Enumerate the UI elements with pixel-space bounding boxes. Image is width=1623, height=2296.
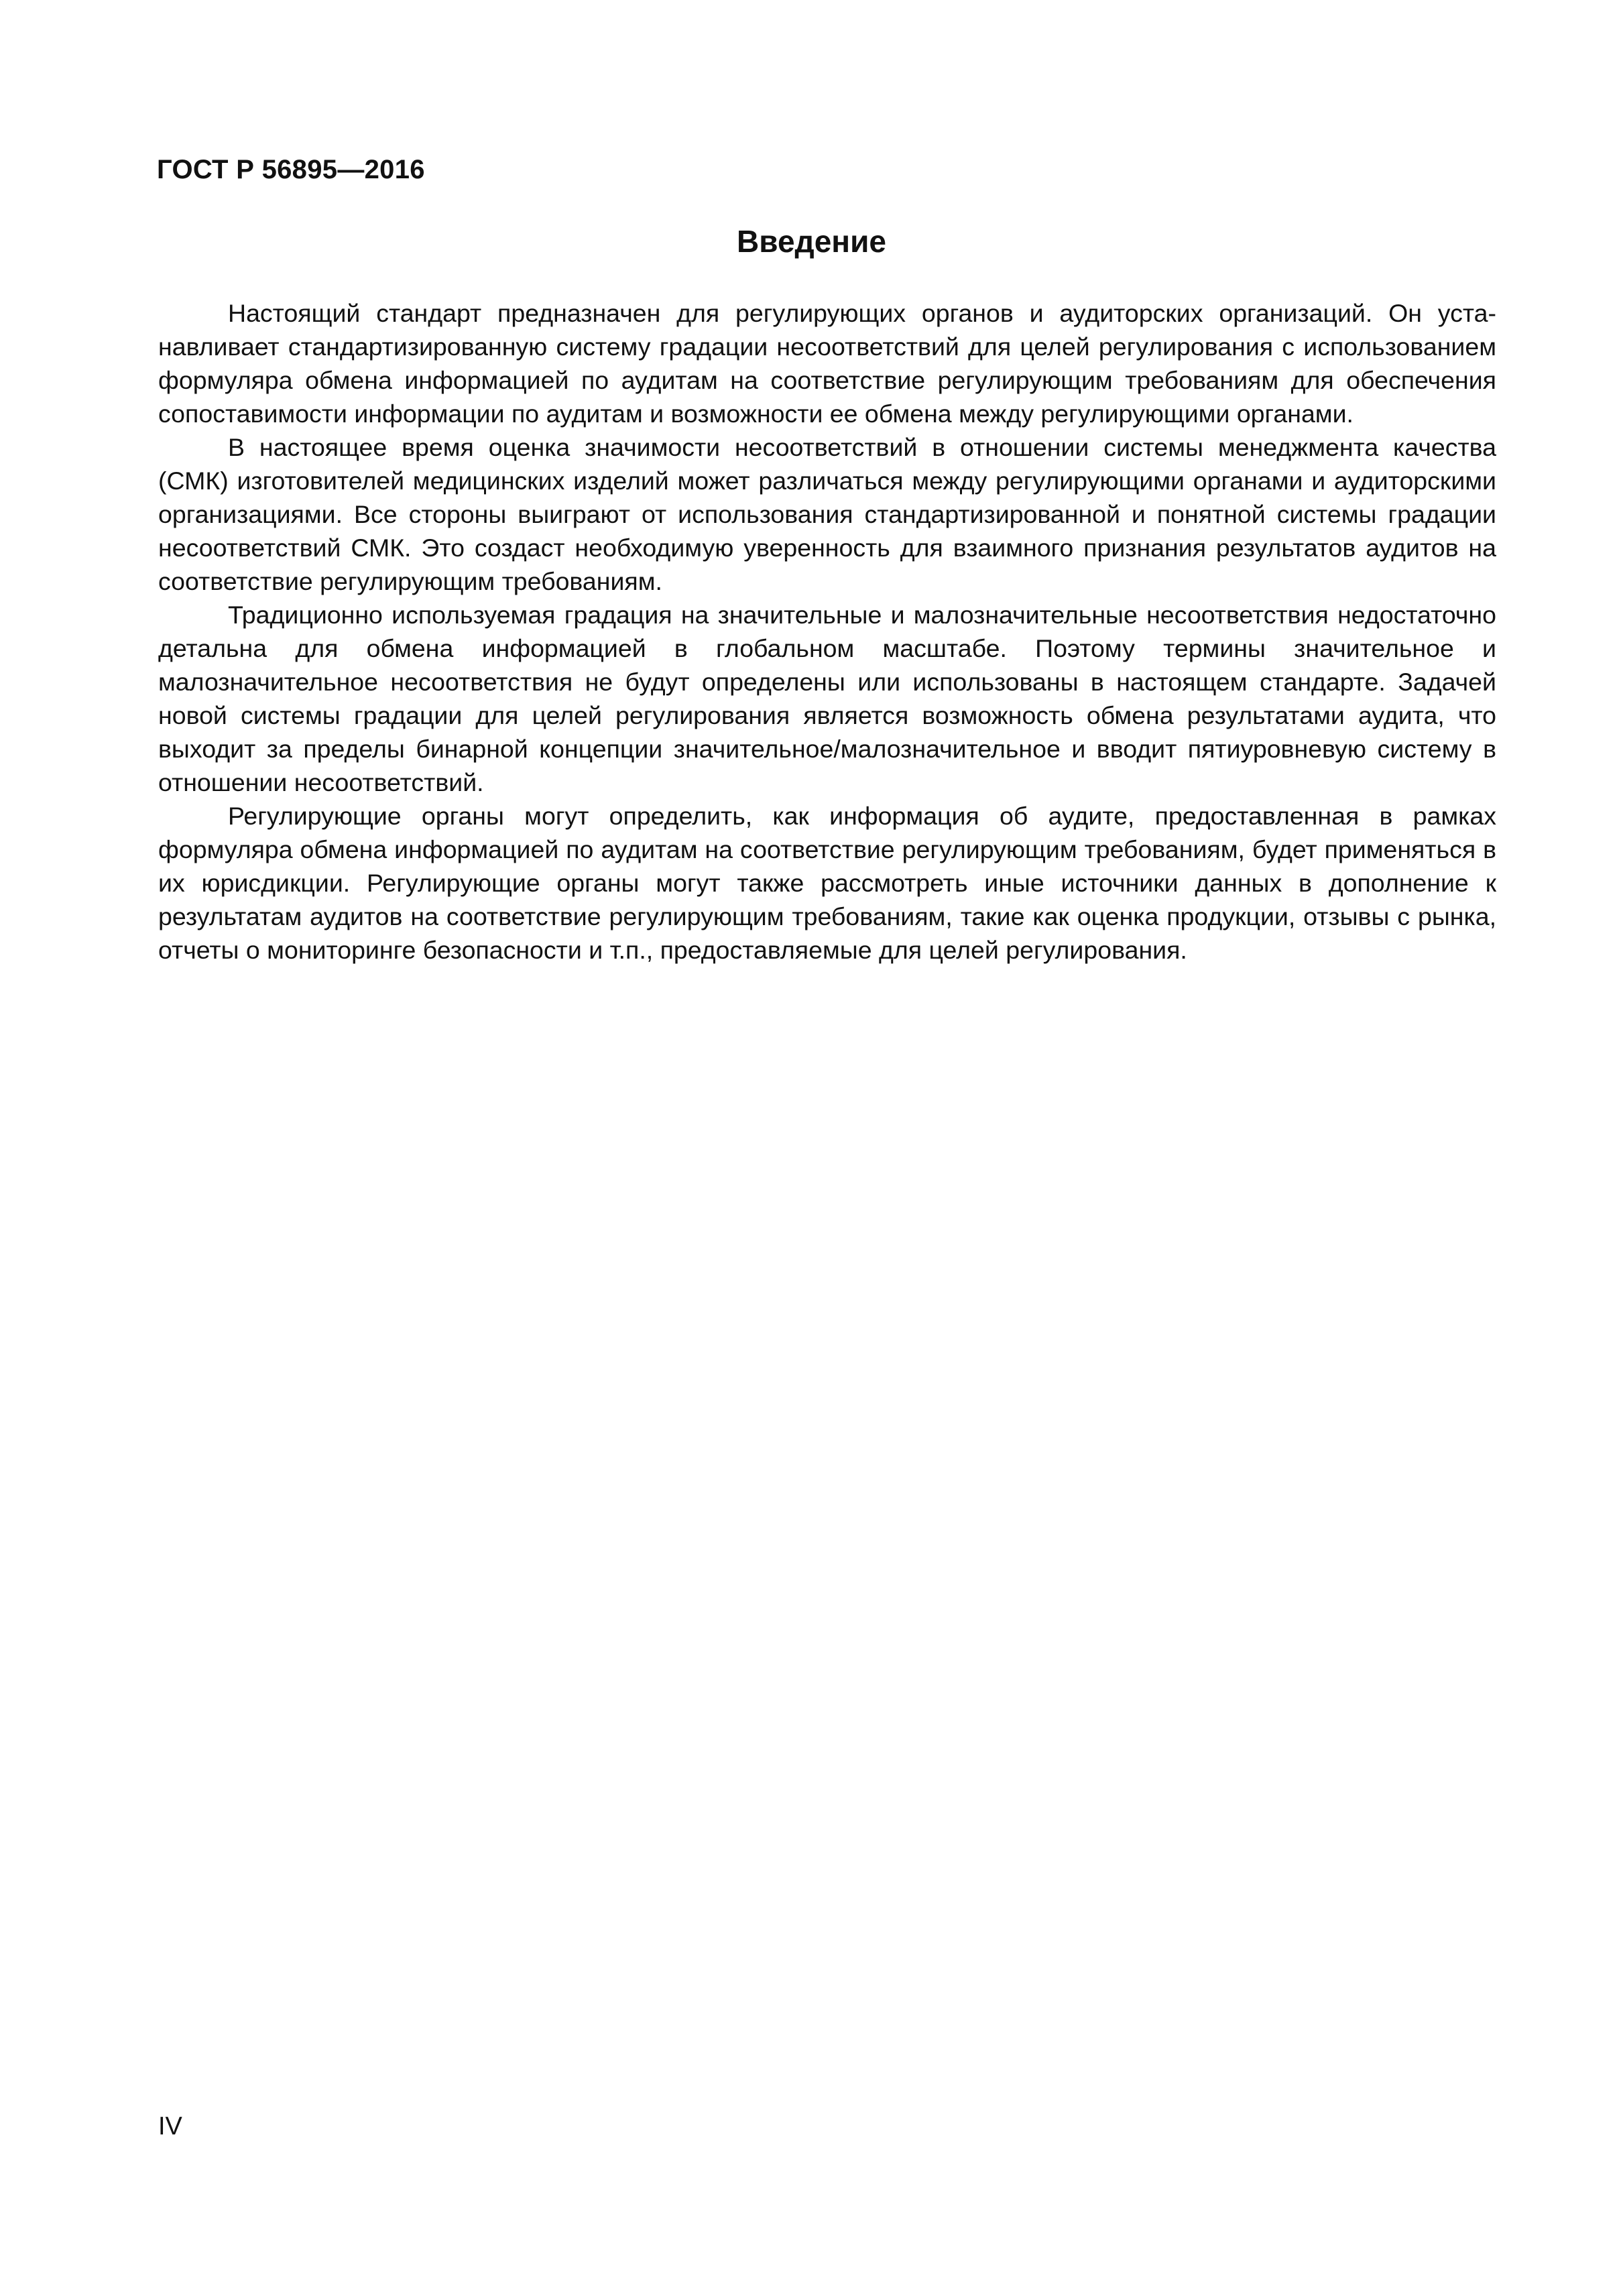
paragraph-4: Регулирующие органы могут определить, как информация об аудите, предоставленная в рамках формуляра обмена информацией по аудитам на соответствие регулирующим требованиям, будет применяться в их юрисдикции. Регулирующие органы могут также рассмотреть иные источники данных в дополнение к результатам аудитов на соответствие регулирующим требованиям, такие как оценка продукции, отзывы с рынка, отчеты о мониторинге безопасности и т.п., предоставляемые для целей регулирования.	[158, 802, 1496, 964]
paragraph-2: В настоящее время оценка значимости несоответствий в отношении системы менеджмента качества (СМК) изготовителей медицинских изделий может различаться между регулирующими органами и аудиторскими организациями. Все стороны выиграют от использования стандартизированной и понятной системы градации несоответствий СМК. Это создаст необходимую уверенность для взаимного признания результатов аудитов на соответствие регулирующим требованиям.	[158, 433, 1496, 595]
introduction-body	[158, 296, 1496, 967]
page-number: IV	[158, 2112, 182, 2140]
document-code: ГОСТ Р 56895—2016	[157, 155, 425, 184]
paragraph-3: Традиционно используемая градация на значительные и малозначительные несоответствия недостаточно детальна для обмена информацией в глобальном масштабе. Поэтому термины значительное и малозначительное несоответствия не будут определены или использованы в настоящем стандарте. Задачей новой системы градации для целей регулирования является возможность обмена результатами аудита, что выходит за пределы бинарной концепции значительное/малозначительное и вводит пятиуровневую систему в отношении несоответствий.	[158, 601, 1496, 796]
section-title: Введение	[737, 224, 886, 259]
paragraph-1: Настоящий стандарт предназначен для регулирующих органов и аудиторских организаций. Он устанавливает стандартизированную систему градации несоответствий для целей регулирования с использованием формуляра обмена информацией по аудитам на соответствие регулирующим требованиям для обеспечения сопоставимости информации по аудитам и возможности ее обмена между регулирующими органами.	[158, 299, 1496, 428]
